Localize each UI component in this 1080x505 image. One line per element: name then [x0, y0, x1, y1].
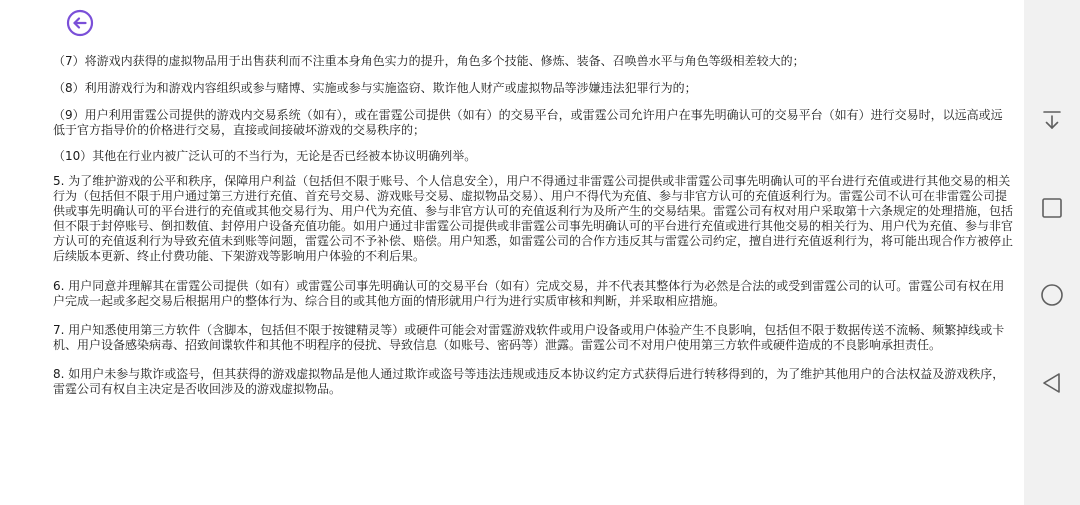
circle-home-icon — [1040, 283, 1064, 307]
clause-8: （8）利用游戏行为和游戏内容组织或参与赌博、实施或参与实施盗窃、欺诈他人财产或虚拟物品等涉嫌违法犯罪行为的； — [53, 81, 697, 95]
back-arrow-circle-icon — [66, 9, 94, 37]
section-7: 7. 用户知悉使用第三方软件（含脚本，包括但不限于按键精灵等）或硬件可能会对雷霆游戏软件或用户设备或用户体验产生不良影响，包括但不限于数据传送不流畅、频繁掉线或卡机、用户设备感染病毒、招致间谍软件和其他不明程序的侵扰、导致信息（如账号、密码等）泄露。雷霆公司不对用户使用第三方软件或硬件造成的不良影响承担责任。 — [53, 323, 1005, 352]
triangle-back-icon — [1040, 371, 1064, 395]
clause-9: （9）用户利用雷霆公司提供的游戏内交易系统（如有），或在雷霆公司提供（如有）的交易平台，或雷霆公司允许用户在事先明确认可的交易平台（如有）进行交易时，以远高或远低于官方指导价的价格进行交易，直接或间接破坏游戏的交易秩序的； — [53, 108, 1003, 137]
section-6: 6. 用户同意并理解其在雷霆公司提供（如有）或雷霆公司事先明确认可的交易平台（如有）完成交易，并不代表其整体行为必然是合法的或受到雷霆公司的认可。雷霆公司有权在用户完成一起或多起交易后根据用户的整体行为、综合目的或其他方面的情形就用户行为进行实质审核和判断，并采取相应措施。 — [53, 279, 1005, 308]
home-button[interactable] — [1040, 283, 1064, 307]
collapse-button[interactable] — [1040, 108, 1064, 132]
clause-7: （7）将游戏内获得的虚拟物品用于出售获利而不注重本身角色实力的提升，角色多个技能、修炼、装备、召唤兽水平与角色等级相差较大的； — [53, 54, 805, 68]
back-nav-button[interactable] — [1040, 371, 1064, 395]
recents-button[interactable] — [1040, 196, 1064, 220]
agreement-text — [53, 54, 1013, 397]
clause-10: （10）其他在行业内被广泛认可的不当行为，无论是否已经被本协议明确列举。 — [53, 149, 477, 163]
square-recents-icon — [1040, 196, 1064, 220]
section-5: 5. 为了维护游戏的公平和秩序，保障用户利益（包括但不限于账号、个人信息安全），用户不得通过非雷霆公司提供或非雷霆公司事先明确认可的平台进行充值或进行其他交易的相关行为（包括但不限于用户通过第三方进行充值、首充号交易、游戏账号交易、虚拟物品交易）、用户不得代为充值、参与非官方认可的充值返利行为。雷霆公司不认可在非雷霆公司提供或事先明确认可的平台进行的充值或其他交易行为、用户代为充值、参与非官方认可的充值返利行为及所产生的交易结果。雷霆公司有权对用户采取第十六条规定的处理措施，包括但不限于封停账号、倒扣数值、封停用户设备充值功能。如用户通过非雷霆公司提供或非雷霆公司事先明确认可的平台进行充值或进行其他交易的相关行为、用户代为充值、参与非官方认可的充值返利行为导致充值未到账等问题，雷霆公司不予补偿、赔偿。用户知悉，如雷霆公司的合作方违反其与雷霆公司约定，擅自进行充值返利行为，将可能出现合作方被停止后续版本更新、终止付费功能、下架游戏等影响用户体验的不利后果。 — [53, 174, 1014, 263]
collapse-down-icon — [1040, 108, 1064, 132]
back-button[interactable] — [66, 9, 94, 37]
system-navigation-bar — [1024, 0, 1080, 505]
section-8: 8. 如用户未参与欺诈或盗号，但其获得的游戏虚拟物品是他人通过欺诈或盗号等违法违规或违反本协议约定方式获得后进行转移得到的，为了维护其他用户的合法权益及游戏秩序，雷霆公司有权自主决定是否收回涉及的游戏虚拟物品。 — [53, 367, 1005, 396]
